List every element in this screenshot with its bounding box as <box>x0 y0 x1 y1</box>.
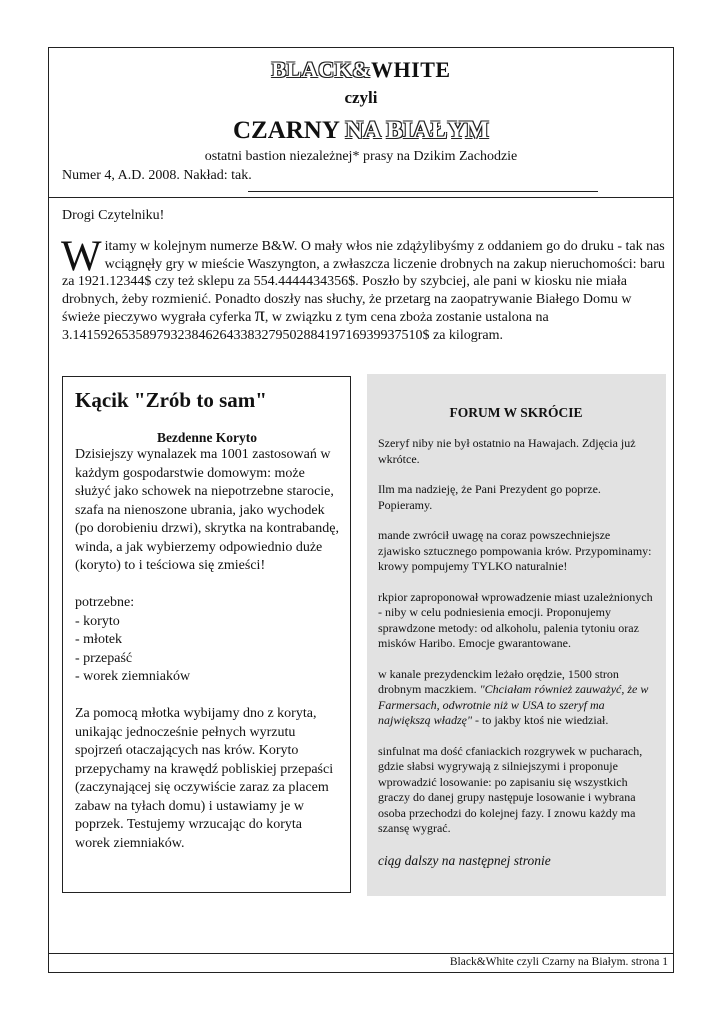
intro-paragraph <box>61 233 670 344</box>
forum-item-5 <box>378 667 654 729</box>
needed-label: potrzebne: <box>75 595 135 610</box>
forum-item-6: sinfulnat ma dość cfaniackich rozgrywek w pucharach, gdzie słabsi wygrywają z silniejszymi i proponuje wprowadzić losowanie: po zapisaniu się wszystkich graczy do danej grupy następuje losowanie i wybrana osoba przechodzi do kolejnej fazy. I znowu każdy ma szansę wygrać. <box>378 743 643 835</box>
forum-item-1: Szeryf niby nie był ostatnio na Hawajach. Zdjęcia już wkrótce. <box>378 436 636 466</box>
header-divider <box>248 191 598 192</box>
page-footer: Black&White czyli Czarny na Białym. strona 1 <box>449 956 668 968</box>
continued-link: ciąg dalszy na następnej stronie <box>378 852 551 868</box>
greeting: Drogi Czytelniku! <box>62 208 165 223</box>
masthead-czyli: czyli <box>344 88 378 107</box>
list-item: - młotek <box>75 632 123 647</box>
needed-list <box>75 613 339 687</box>
drop-cap: W <box>61 233 102 280</box>
masthead-subtitle <box>48 116 674 146</box>
subtitle-czarny: CZARNY <box>232 117 339 144</box>
diy-corner-box <box>62 376 351 893</box>
intro-text-1: itamy w kolejnym numerze B&W. O mały włos nie zdążylibyśmy z oddaniem go do druku - tak nas wciągnęły gry w mieście Waszyngton, a zwłaszcza liczenie drobnych na zakup nieruchomości: baru za 1921.12344$ czy też sklepu za 554.4444434356$. Poszło by szybciej, ale pani w kiosku nie miała drobnych, żeby rozmienić. Ponadto doszły nas słuchy, że przetarg na zaopatrywanie Białego Domu w świeże pieczywo wygrała cyferka <box>62 239 665 325</box>
forum-item-3: mande zwrócił uwagę na coraz powszechniejsze zjawisko sztucznego pompowania krów. Przypominamy: krowy pompujemy TYLKO naturalnie! <box>378 528 652 573</box>
diy-corner-heading: Kącik "Zrób to sam" <box>75 388 267 412</box>
forum-item-4: rkpior zaproponował wprowadzenie miast uzależnionych - niby w celu podniesienia emocji. Proponujemy sprawdzone metody: od alkoholu, palenia tytoniu oraz misków Haribo. Emocje gwarantowane. <box>378 589 653 650</box>
diy-corner-subheading: Bezdenne Koryto <box>156 430 258 445</box>
subtitle-na-bialym: NA BIAŁYM <box>345 117 490 144</box>
intro-text-2: , w związku z tym cena zboża zostanie ustalona na 3.14159265358979323846264338327950288419716939937510$ za kilogram. <box>62 310 549 343</box>
forum-item-5-text: w kanale prezydenckim leżało orędzie, 1500 stron drobnym maczkiem. <box>378 666 619 696</box>
header-rule <box>48 197 674 198</box>
title-white: WHITE <box>371 57 451 82</box>
footer-rule <box>48 953 674 954</box>
pi-symbol: π <box>254 304 265 326</box>
forum-item-2: Ilm ma nadzieję, że Pani Prezydent go poprze. Popieramy. <box>378 482 601 512</box>
forum-item-5-quote: "Chciałam również zauważyć, że w Farmersach, odwrotnie niż w USA to szeryf ma największą władzę" <box>378 682 649 727</box>
title-black-and: BLACK& <box>271 57 372 82</box>
tagline: ostatni bastion niezależnej* prasy na Dzikim Zachodzie <box>204 149 518 164</box>
masthead-title <box>48 57 674 83</box>
issue-info: Numer 4, A.D. 2008. Nakład: tak. <box>62 168 252 183</box>
list-item: - przepaść <box>75 650 133 666</box>
list-item: - koryto <box>75 613 120 629</box>
list-item: - worek ziemniaków <box>75 669 191 684</box>
diy-corner-paragraph-2: Za pomocą młotka wybijamy dno z koryta, unikając jednocześnie pełnych wyrzutu spojrzeń otaczających nas krów. Koryto przepychamy na krawędź pobliskiej przepaści (zaczynającej się oczywiście zaraz za placem zabaw na tyłach domu) i ustawiamy je w poprzek. Testujemy wrzucając do koryta worek ziemniaków. <box>75 706 334 851</box>
forum-item-5-tail: - to jakby ktoś nie wiedział. <box>472 713 609 727</box>
diy-corner-paragraph-1: Dzisiejszy wynalazek ma 1001 zastosowań w każdym gospodarstwie domowym: może służyć jako schowek na niepotrzebne starocie, szafa na nienoszone ubrania, jako wychodek (po dorobieniu drzwi), skrytka na kontrabandę, winda, a jak wybierzemy odpowiednio duże (koryto) to i teściowa się zmieści! <box>75 447 339 573</box>
forum-box <box>367 374 666 896</box>
forum-heading: FORUM W SKRÓCIE <box>449 405 583 420</box>
